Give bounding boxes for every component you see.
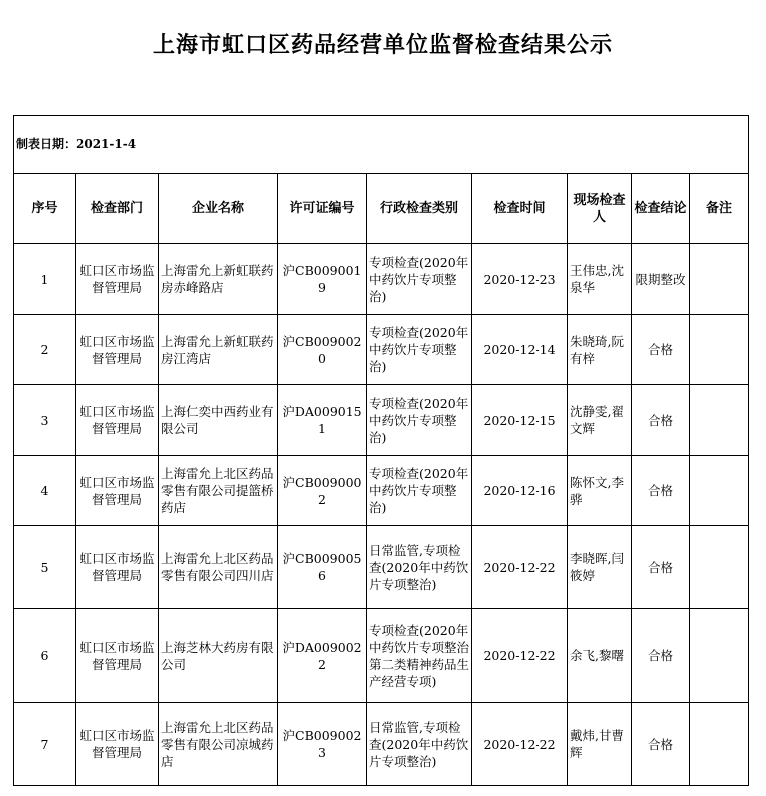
cell-category: 日常监管,专项检查(2020年中药饮片专项整治) (367, 526, 472, 609)
cell-remark (690, 244, 749, 315)
cell-date: 2020-12-22 (472, 703, 568, 786)
cell-date: 2020-12-22 (472, 609, 568, 703)
cell-inspectors: 陈怀文,李骅 (568, 456, 632, 526)
cell-remark (690, 609, 749, 703)
cell-remark (690, 526, 749, 609)
cell-date: 2020-12-23 (472, 244, 568, 315)
cell-department: 虹口区市场监督管理局 (76, 385, 159, 456)
cell-category: 专项检查(2020年中药饮片专项整治) (367, 315, 472, 385)
cell-inspectors: 余飞,黎曙 (568, 609, 632, 703)
cell-inspectors: 王伟忠,沈泉华 (568, 244, 632, 315)
cell-serial-no: 7 (14, 703, 76, 786)
header-license: 许可证编号 (278, 174, 367, 244)
table-row (14, 703, 749, 786)
cell-license: 沪DA0090151 (278, 385, 367, 456)
cell-inspectors: 李晓晖,闫筱婷 (568, 526, 632, 609)
cell-date: 2020-12-22 (472, 526, 568, 609)
cell-license: 沪DA0090022 (278, 609, 367, 703)
cell-license: 沪CB0090020 (278, 315, 367, 385)
date-row (14, 116, 749, 174)
table-row (14, 456, 749, 526)
header-result: 检查结论 (632, 174, 690, 244)
header-department: 检查部门 (76, 174, 159, 244)
cell-remark (690, 385, 749, 456)
cell-license: 沪CB0090056 (278, 526, 367, 609)
header-serial-no: 序号 (14, 174, 76, 244)
cell-remark (690, 703, 749, 786)
page-title: 上海市虹口区药品经营单位监督检查结果公示 (152, 33, 613, 58)
cell-category: 日常监管,专项检查(2020年中药饮片专项整治) (367, 703, 472, 786)
table-body (14, 244, 749, 786)
cell-category: 专项检查(2020年中药饮片专项整治第二类精神药品生产经营专项) (367, 609, 472, 703)
header-company: 企业名称 (159, 174, 278, 244)
cell-company: 上海雷允上北区药品零售有限公司凉城药店 (159, 703, 278, 786)
cell-category: 专项检查(2020年中药饮片专项整治) (367, 456, 472, 526)
header-date: 检查时间 (472, 174, 568, 244)
cell-serial-no: 6 (14, 609, 76, 703)
table-row (14, 315, 749, 385)
cell-license: 沪CB0090002 (278, 456, 367, 526)
cell-date: 2020-12-15 (472, 385, 568, 456)
header-row (14, 174, 749, 244)
cell-result: 合格 (632, 609, 690, 703)
cell-category: 专项检查(2020年中药饮片专项整治) (367, 385, 472, 456)
cell-company: 上海雷允上新虹联药房赤峰路店 (159, 244, 278, 315)
cell-inspectors: 朱晓琦,阮有梓 (568, 315, 632, 385)
header-category: 行政检查类别 (367, 174, 472, 244)
cell-department: 虹口区市场监督管理局 (76, 703, 159, 786)
cell-department: 虹口区市场监督管理局 (76, 244, 159, 315)
cell-company: 上海雷允上北区药品零售有限公司提篮桥药店 (159, 456, 278, 526)
table-row (14, 244, 749, 315)
cell-license: 沪CB0090023 (278, 703, 367, 786)
cell-result: 合格 (632, 703, 690, 786)
inspection-results-table (13, 115, 749, 786)
cell-serial-no: 2 (14, 315, 76, 385)
table-date-label: 制表日期：2021-1-4 (14, 116, 749, 174)
cell-company: 上海雷允上新虹联药房江湾店 (159, 315, 278, 385)
header-remark: 备注 (690, 174, 749, 244)
cell-department: 虹口区市场监督管理局 (76, 315, 159, 385)
cell-inspectors: 沈静雯,翟文辉 (568, 385, 632, 456)
cell-serial-no: 5 (14, 526, 76, 609)
cell-serial-no: 3 (14, 385, 76, 456)
header-inspectors: 现场检查人 (568, 174, 632, 244)
cell-date: 2020-12-14 (472, 315, 568, 385)
cell-department: 虹口区市场监督管理局 (76, 526, 159, 609)
cell-result: 合格 (632, 385, 690, 456)
cell-result: 合格 (632, 456, 690, 526)
table-row (14, 385, 749, 456)
cell-result: 限期整改 (632, 244, 690, 315)
cell-inspectors: 戴炜,甘曹辉 (568, 703, 632, 786)
cell-serial-no: 4 (14, 456, 76, 526)
cell-license: 沪CB0090019 (278, 244, 367, 315)
cell-department: 虹口区市场监督管理局 (76, 456, 159, 526)
table-row (14, 609, 749, 703)
cell-remark (690, 456, 749, 526)
cell-result: 合格 (632, 526, 690, 609)
cell-company: 上海雷允上北区药品零售有限公司四川店 (159, 526, 278, 609)
cell-date: 2020-12-16 (472, 456, 568, 526)
table-row (14, 526, 749, 609)
cell-remark (690, 315, 749, 385)
cell-department: 虹口区市场监督管理局 (76, 609, 159, 703)
cell-company: 上海芝林大药房有限公司 (159, 609, 278, 703)
cell-result: 合格 (632, 315, 690, 385)
cell-category: 专项检查(2020年中药饮片专项整治) (367, 244, 472, 315)
cell-serial-no: 1 (14, 244, 76, 315)
cell-company: 上海仁奕中西药业有限公司 (159, 385, 278, 456)
